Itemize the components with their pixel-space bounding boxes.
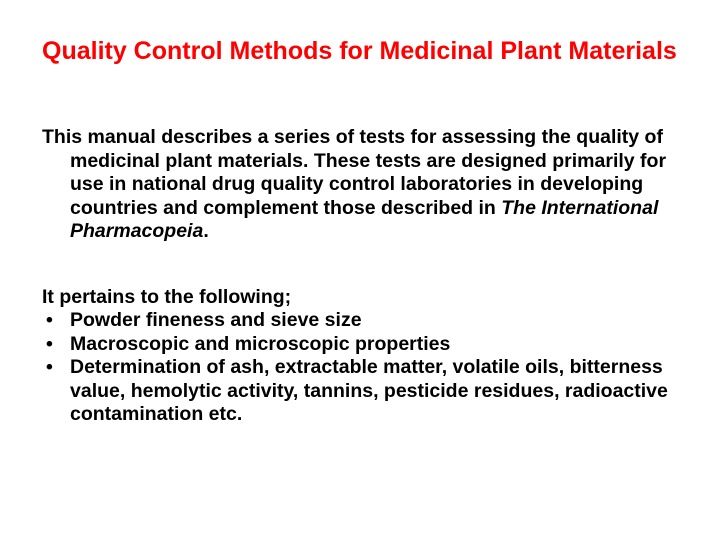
intro-text-end: .	[203, 220, 209, 242]
bullet-list	[42, 309, 682, 427]
paragraph-spacer	[42, 244, 682, 286]
list-item-text: Macroscopic and microscopic properties	[70, 332, 451, 355]
pharmacopeia-title: The International Pharmacopeia	[70, 196, 659, 242]
bullet-icon: •	[46, 356, 53, 378]
slide-body	[42, 126, 682, 427]
list-item	[42, 309, 682, 333]
list-item	[42, 333, 682, 357]
list-item-text: Powder fineness and sieve size	[70, 309, 362, 331]
bullet-icon: •	[46, 309, 53, 331]
intro-paragraph	[42, 126, 682, 244]
list-item-text: Determination of ash, extractable matter, volatile oils, bitterness value, hemolytic activity, tannins, pesticide residues, radioactive contamination etc.	[70, 356, 668, 425]
lead-text: It pertains to the following;	[42, 285, 292, 308]
bullet-icon: •	[46, 332, 53, 355]
slide-title: Quality Control Methods for Medicinal Plant Materials	[42, 37, 677, 65]
intro-text: This manual describes a series of tests for assessing the quality of medicinal plant materials. These tests are designed primarily for use in national drug quality control laboratories in developing countries and complement those described in	[42, 126, 667, 219]
list-item	[42, 356, 682, 427]
